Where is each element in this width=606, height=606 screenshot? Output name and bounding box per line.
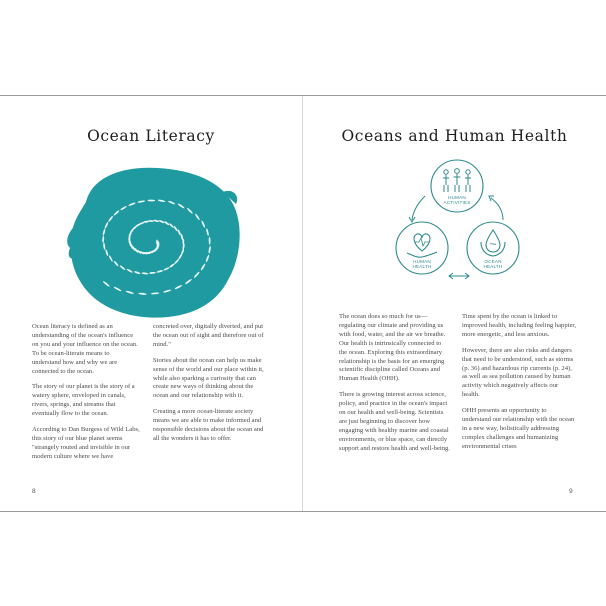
right-page-title: Oceans and Human Health	[341, 127, 568, 145]
paragraph: OHH presents an opportunity to understand our relationship with the ocean in a new way, holistically addressing complex challenges and humanizing environmental crises	[462, 407, 575, 450]
page-number: 8	[32, 488, 36, 495]
label-human-health-2: HEALTH	[412, 264, 432, 269]
paragraph: Time spent by the ocean is linked to improved health, including feeling happier, more energetic, and less anxious.	[462, 313, 576, 338]
left-page	[0, 96, 302, 511]
paragraph: Stories about the ocean can help us make sense of the world and our place within it, while also sparking a curiosity that can create new ways of thinking about the ocean and our relationship with it.	[153, 356, 264, 400]
label-human-activities-2: ACTIVITIES	[443, 200, 471, 205]
right-column-1	[339, 313, 451, 461]
water-drop-hands-icon	[481, 230, 505, 256]
right-page	[303, 96, 606, 511]
paragraph: concreted over, digitally diverted, and put the ocean out of sight and therefore out of mind."	[153, 323, 264, 348]
ohh-cycle-diagram	[395, 156, 520, 286]
label-ocean-health-2: HEALTH	[483, 264, 503, 269]
label-human-activities-1: HUMAN	[448, 195, 466, 200]
left-page-title: Ocean Literacy	[87, 127, 215, 145]
arrow-left	[412, 196, 425, 220]
left-column-1	[32, 323, 140, 469]
paragraph: Creating a more ocean-literate society means we are able to make informed and responsible decisions about the ocean and all the wonders it has to offer.	[153, 408, 264, 442]
paragraph: The ocean does so much for us—regulating our climate and providing us with food, water, and the air we breathe. Our health is intrinsically connected to the ocean. Exploring this extraordinary relationship is the basis for an emerging scientific discipline called Oceans and Human Health (OHH).	[339, 313, 446, 383]
teal-ink-blob	[71, 168, 240, 318]
paragraph: Ocean literacy is defined as an understanding of the ocean's influence on you and your influence on the ocean. To be ocean-literate means to understand how and why we are connected to the ocean.	[32, 323, 138, 375]
book-spread	[0, 95, 606, 512]
fish-spiral-illustration	[58, 162, 248, 322]
people-icon	[443, 169, 471, 192]
heart-in-hand-icon	[407, 234, 437, 257]
arrow-right	[491, 198, 503, 220]
label-ocean-health-1: OCEAN	[484, 259, 502, 264]
right-column-2	[462, 313, 576, 459]
paragraph: There is growing interest across science, policy, and practice in the ocean's impact on our health and well-being. Scientists are just beginning to discover how engaging with healthy marine and coastal environments, or blue space, can directly support and restore health and well-being.	[339, 391, 450, 452]
paragraph: However, there are also risks and dangers that need to be understood, such as storms (p. 36) and hazardous rip currents (p. 24), as well as sea pollution caused by human activity which negatively affects our health.	[462, 346, 574, 399]
paragraph: The story of our planet is the story of a watery sphere, enveloped in canals, rivers, springs, and streams that eventually flow to the ocean.	[32, 383, 135, 418]
left-column-2	[153, 323, 265, 451]
page-number: 9	[569, 488, 573, 495]
paragraph: According to Dan Burgess of Wild Labs, this story of our blue planet seems "strangely routed and invisible in our modern culture where we have	[32, 426, 140, 460]
label-human-health-1: HUMAN	[413, 259, 431, 264]
